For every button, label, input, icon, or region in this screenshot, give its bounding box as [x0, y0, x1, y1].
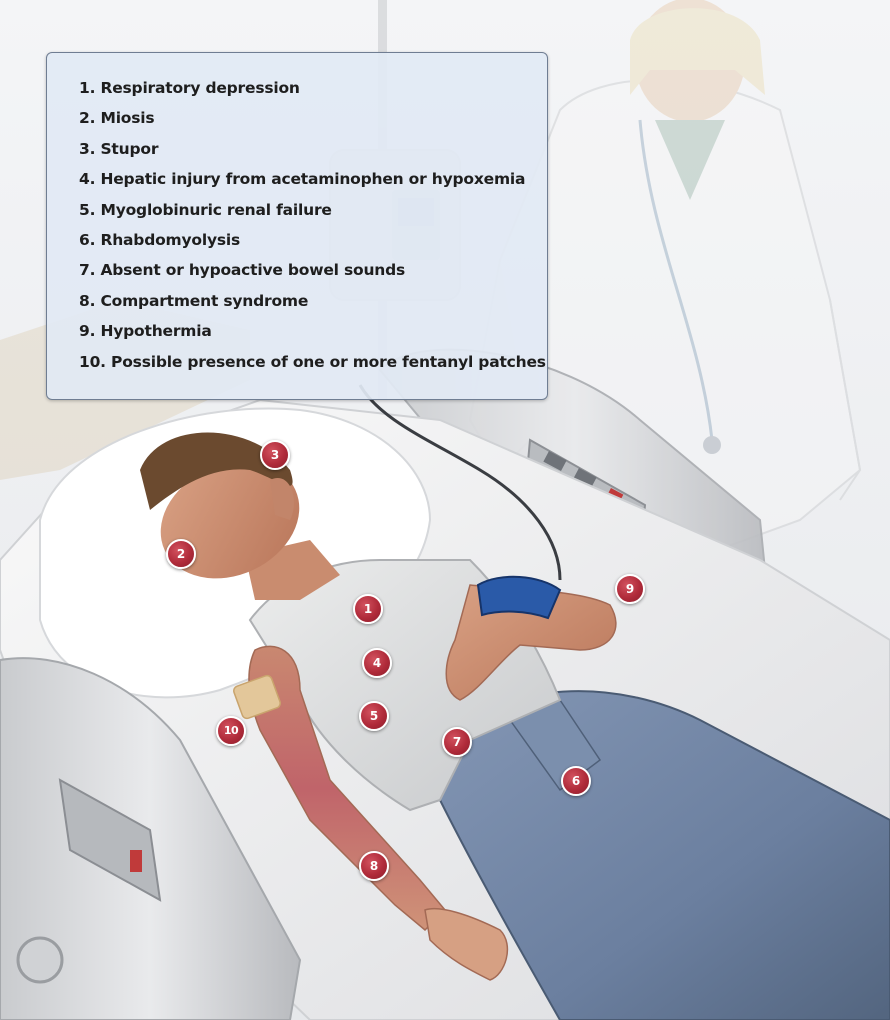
- marker-2: 2: [166, 539, 196, 569]
- marker-3: 3: [260, 440, 290, 470]
- legend-item-hypothermia: 9. Hypothermia: [79, 322, 212, 341]
- marker-10: 10: [216, 716, 246, 746]
- marker-6: 6: [561, 766, 591, 796]
- legend-item-fentanyl-patches: 10. Possible presence of one or more fentanyl patches: [79, 352, 546, 371]
- legend-item-hepatic-injury: 4. Hepatic injury from acetaminophen or hypoxemia: [79, 170, 526, 189]
- legend-item-rhabdomyolysis: 6. Rhabdomyolysis: [79, 231, 241, 250]
- legend-box: [46, 52, 548, 400]
- marker-7: 7: [442, 727, 472, 757]
- marker-8: 8: [359, 851, 389, 881]
- legend-item-renal-failure: 5. Myoglobinuric renal failure: [79, 200, 332, 219]
- legend-item-miosis: 2. Miosis: [79, 109, 155, 128]
- marker-4: 4: [362, 648, 392, 678]
- legend-item-compartment-syndrome: 8. Compartment syndrome: [79, 291, 309, 310]
- legend-item-respiratory-depression: 1. Respiratory depression: [79, 79, 300, 97]
- marker-5: 5: [359, 701, 389, 731]
- legend-item-stupor: 3. Stupor: [79, 139, 159, 158]
- legend-item-bowel-sounds: 7. Absent or hypoactive bowel sounds: [79, 261, 406, 280]
- marker-1: 1: [353, 594, 383, 624]
- marker-9: 9: [615, 574, 645, 604]
- legend-list: [79, 73, 546, 377]
